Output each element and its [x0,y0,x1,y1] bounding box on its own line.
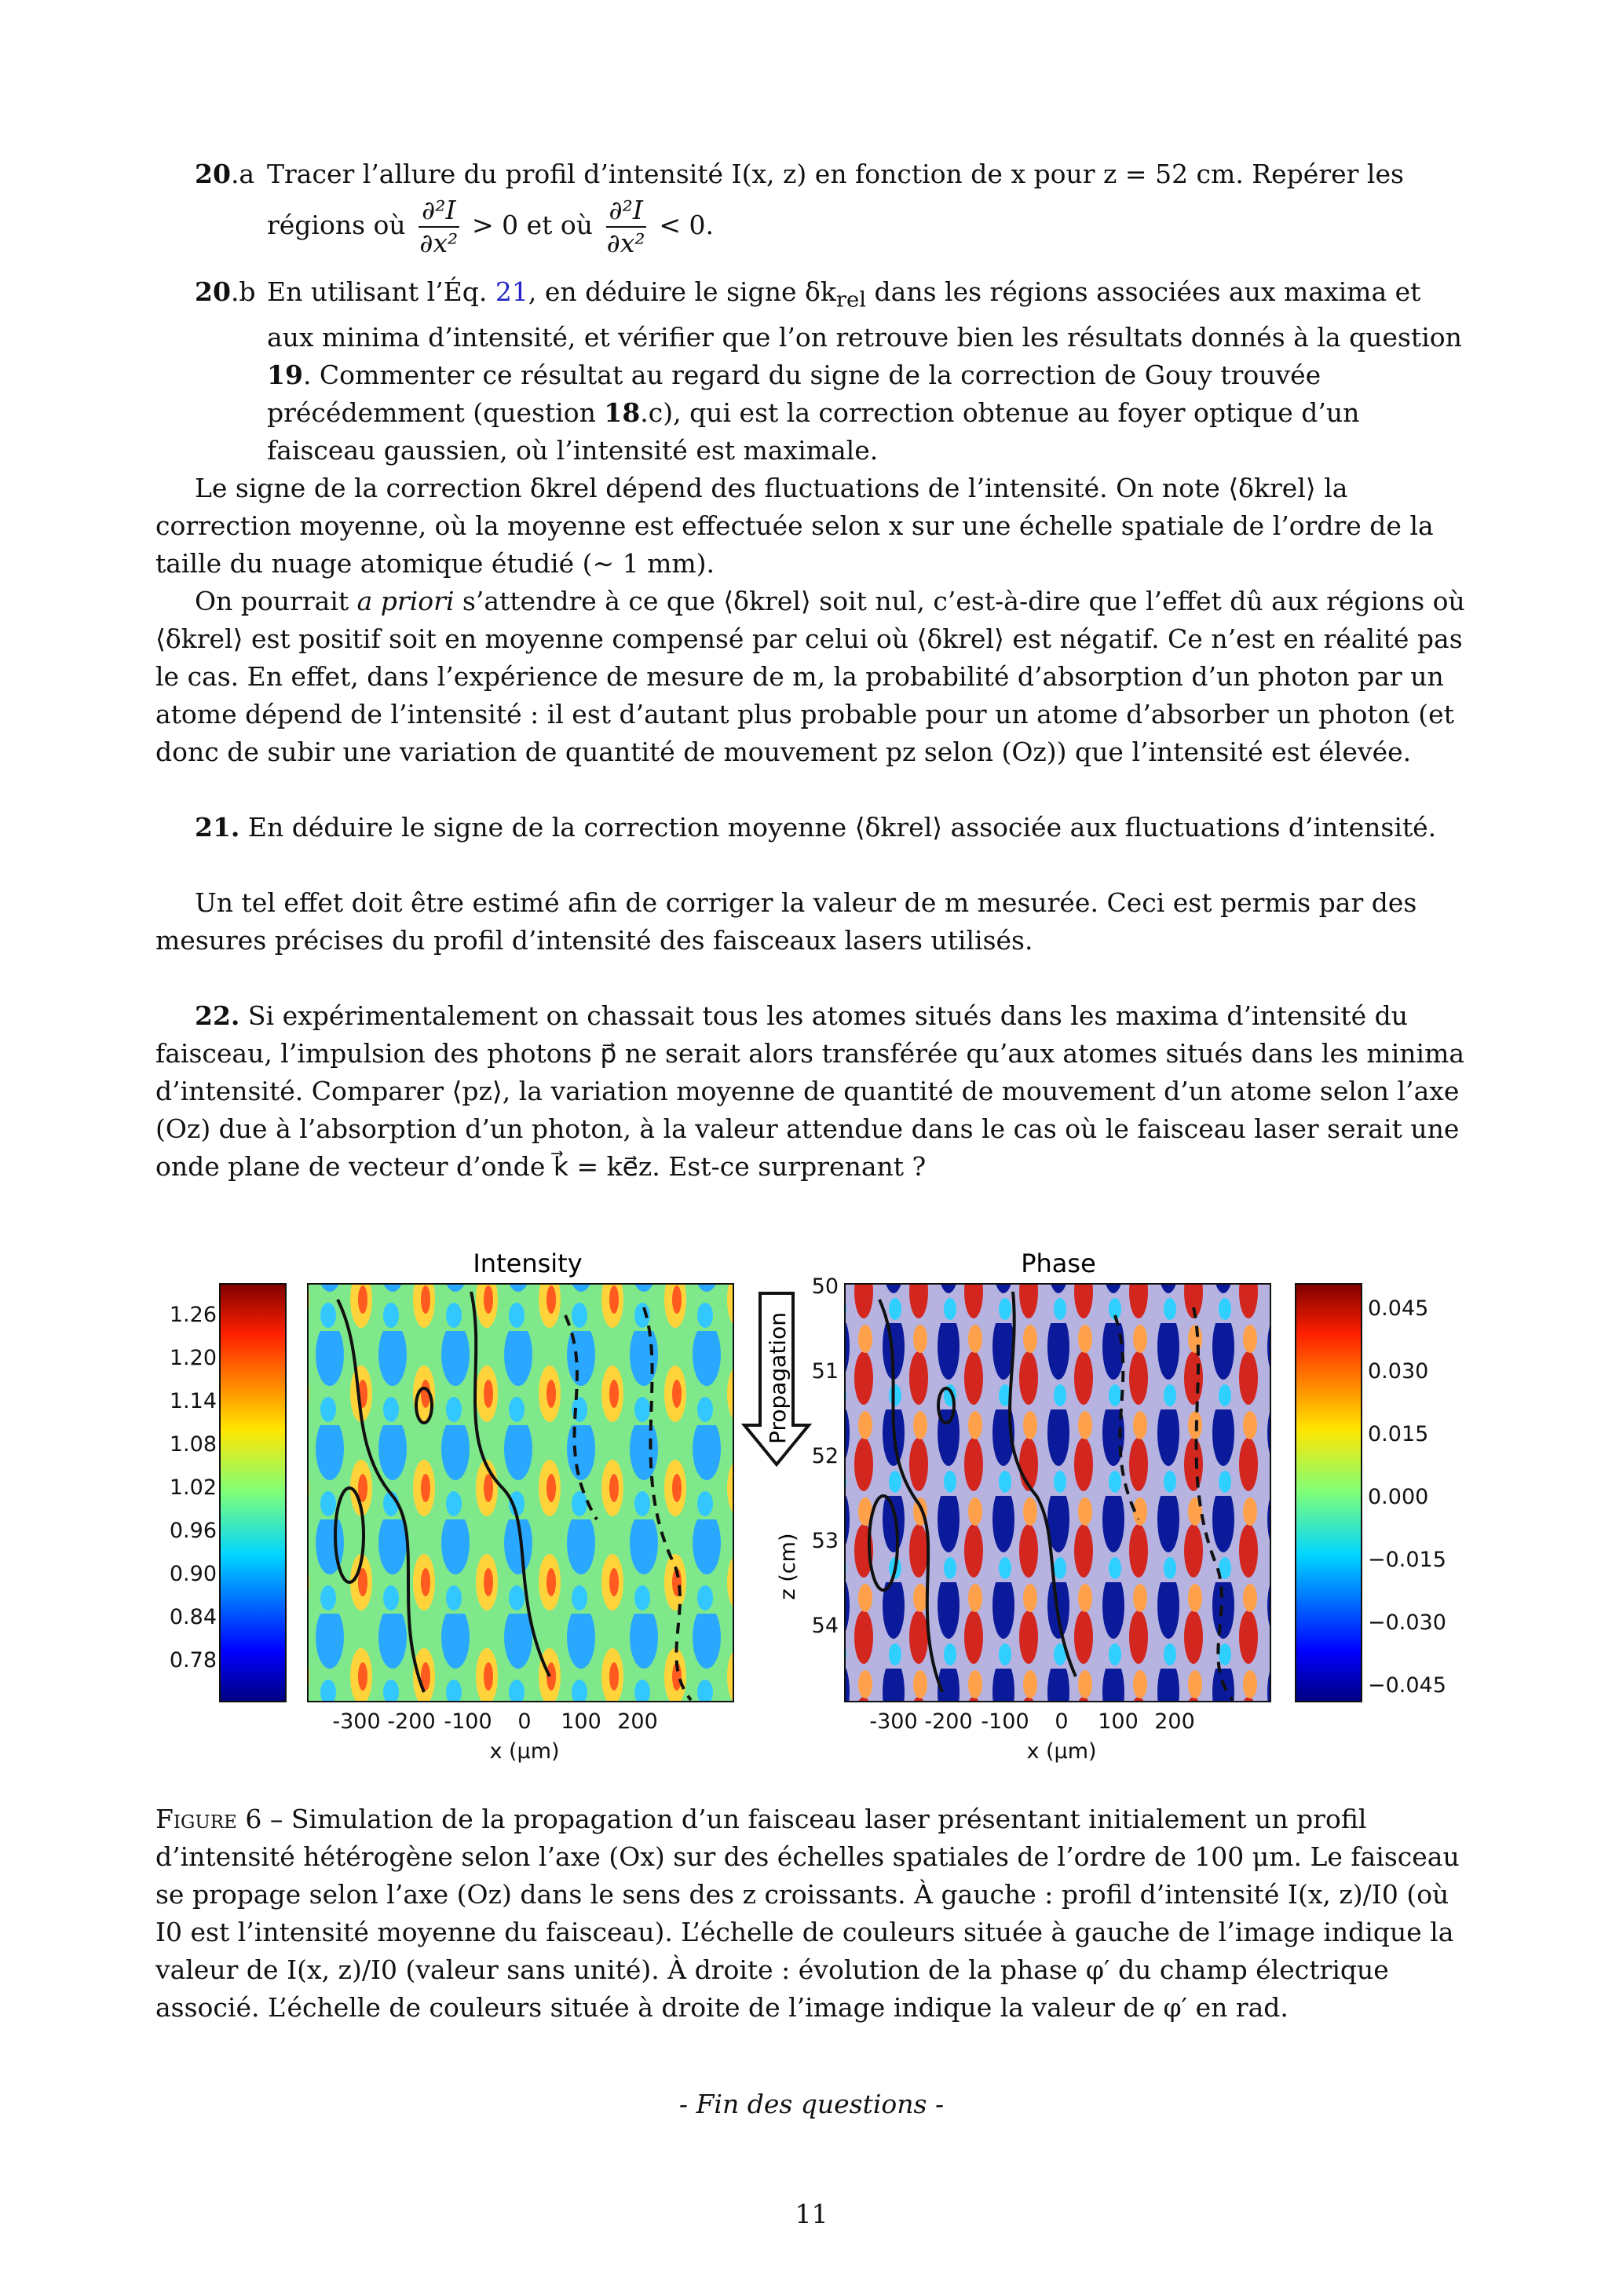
left-cbar-tick: 1.08 [169,1432,217,1457]
end-of-questions: - Fin des questions - [678,2089,945,2119]
right-cbar-tick: −0.015 [1368,1548,1446,1572]
q20b-text: En utilisant l’Éq. 21, en déduire le signe $\delta k_{rel}$ dans les régions associées aux maxima et aux minima d’intensité, et vérifier que l’on retrouve bien les résultats donnés à la question 19. Commenter ce résultat au regard du signe de la correction de Gouy trouvée précédemment (question 18.c), qui est la correction obtenue au foyer optique d’un faisceau gaussien, où l’intensité est maximale. [267,276,1462,466]
phase-title: Phase [1021,1249,1096,1278]
second-derivative-fraction: $\frac{\text{∂²I}}{\text{∂x²}}$ [419,195,459,258]
right-cbar-tick: 0.015 [1368,1422,1429,1446]
phase-map [845,1284,1270,1702]
q20a-label: 20.a [195,159,255,189]
left-cbar-tick: 0.90 [169,1562,217,1586]
z-tick: 53 [811,1529,839,1553]
left-xtick: -200 [387,1709,436,1734]
left-xtick: 200 [617,1709,658,1734]
z-tick: 54 [811,1614,839,1638]
q22: 22. Si expérimentalement on chassait tous les atomes situés dans les maxima d’intensité du faisceau, l’impulsion des photons p⃗ ne serait alors transférée qu’aux atomes situés dans les minima d’intensité. Comparer ⟨pz⟩, la variation moyenne de quantité de mouvement d’un atome selon l’axe (Oz) due à l’absorption d’un photon, à la valeur attendue dans le cas où le faisceau laser serait une onde plane de vecteur d’onde k⃗ = ke⃗z. Est-ce surprenant ? [155,1000,1465,1182]
intensity-map [308,1284,733,1702]
left-cbar-tick: 1.02 [169,1475,217,1500]
figure-caption: Figure 6 – Simulation de la propagation d’un faisceau laser présentant initialement un profil d’intensité hétérogène selon l’axe (Ox) sur des échelles spatiales de l’ordre de 100 μm. Le faisceau se propage selon l’axe (Oz) dans le sens des z croissants. À gauche : profil d’intensité I(x, z)/I0 (où I0 est l’intensité moyenne du faisceau). L’échelle de couleurs située à gauche de l’image indique la valeur de I(x, z)/I0 (valeur sans unité). À droite : évolution de la phase φ′ du champ électrique associé. L’échelle de couleurs située à droite de l’image indique la valeur de φ′ en rad. [155,1804,1460,2023]
intensity-title: Intensity [473,1249,583,1278]
z-axis-label: z (cm) [776,1533,800,1600]
right-xtick: 100 [1098,1709,1139,1734]
propagation-label: Propagation [765,1312,791,1444]
right-cbar-tick: 0.030 [1368,1359,1429,1384]
left-xtick: 100 [561,1709,601,1734]
right-cbar-tick: −0.045 [1368,1673,1446,1698]
right-xtick: 200 [1154,1709,1195,1734]
right-xtick: -200 [924,1709,973,1734]
right-cbar-tick: 0.000 [1368,1485,1429,1509]
z-tick: 50 [811,1274,839,1299]
left-cbar-tick: 0.78 [169,1648,217,1673]
figure-6 [0,1237,1623,1771]
paragraph-estimate: Un tel effet doit être estimé afin de corriger la valeur de m mesurée. Ceci est permis par des mesures précises du profil d’intensité des faisceaux lasers utilisés. [155,887,1417,956]
left-cbar-tick: 0.84 [169,1605,217,1629]
equation-link[interactable]: 21 [495,276,528,307]
right-cbar-tick: 0.045 [1368,1296,1429,1321]
q20b-label: 20.b [195,276,256,307]
left-xtick: -100 [444,1709,492,1734]
page-number: 11 [795,2199,828,2229]
left-xtick: -300 [332,1709,381,1734]
q21: 21. En déduire le signe de la correction moyenne ⟨δkrel⟩ associée aux fluctuations d’intensité. [195,812,1437,843]
intensity-colorbar [220,1284,286,1702]
phase-colorbar [1296,1284,1362,1702]
second-derivative-fraction-2: $\frac{\text{∂²I}}{\text{∂x²}}$ [606,195,645,258]
right-xlabel: x (μm) [1026,1739,1097,1764]
z-tick: 51 [811,1359,839,1384]
paragraph-correction: Le signe de la correction δkrel dépend des fluctuations de l’intensité. On note ⟨δkrel⟩ la correction moyenne, où la moyenne est effectuée selon x sur une échelle spatiale de l’ordre de la taille du nuage atomique étudié (∼ 1 mm). [155,473,1434,579]
left-xtick: 0 [517,1709,532,1734]
paragraph-a-priori: On pourrait a priori s’attendre à ce que ⟨δkrel⟩ soit nul, c’est-à-dire que l’effet dû aux régions où ⟨δkrel⟩ est positif soit en moyenne compensé par celui où ⟨δkrel⟩ est négatif. Ce n’est en réalité pas le cas. En effet, dans l’expérience de mesure de m, la probabilité d’absorption d’un photon par un atome dépend de l’intensité : il est d’autant plus probable pour un atome d’absorber un photon (et donc de subir une variation de quantité de mouvement pz selon (Oz)) que l’intensité est élevée. [155,586,1465,767]
right-cbar-tick: −0.030 [1368,1610,1446,1635]
right-xtick: -100 [981,1709,1029,1734]
right-xtick: -300 [869,1709,918,1734]
left-cbar-tick: 1.20 [169,1346,217,1370]
left-cbar-tick: 1.14 [169,1389,217,1413]
left-xlabel: x (μm) [489,1739,560,1764]
z-tick: 52 [811,1444,839,1468]
q20a-line1: Tracer l’allure du profil d’intensité I(x, z) en fonction de x pour z = 52 cm. Repérer les [267,159,1404,189]
left-cbar-tick: 1.26 [169,1303,217,1327]
left-cbar-tick: 0.96 [169,1519,217,1543]
q20a-line2: régions où $\frac{\text{∂²I}}{\text{∂x²}}$ > 0 et où $\frac{\text{∂²I}}{\text{∂x²}}$ < 0. [267,195,715,258]
right-xtick: 0 [1055,1709,1069,1734]
